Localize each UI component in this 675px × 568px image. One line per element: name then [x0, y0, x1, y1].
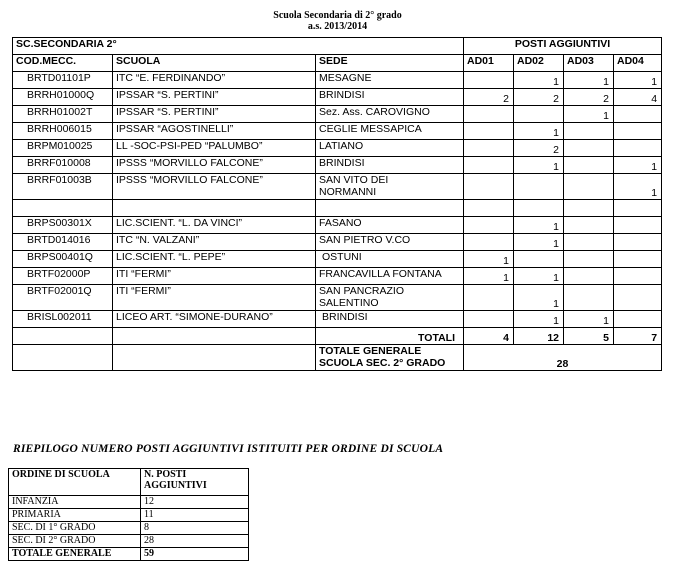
ad01-cell: 1: [464, 251, 514, 268]
ad01-cell: [464, 72, 514, 89]
sede-line-1: SAN PANCRAZIO: [319, 285, 404, 297]
totale-generale-value: 28: [464, 345, 662, 371]
sede-cell: BRINDISI: [316, 89, 464, 106]
ad02-cell: 1: [514, 311, 564, 328]
ad04-cell: [614, 217, 662, 234]
ad02-cell: 1: [514, 72, 564, 89]
ad02-cell: 2: [514, 89, 564, 106]
recap-total-row: [9, 548, 249, 561]
ad02-cell: 1: [514, 157, 564, 174]
sede-line-2: SALENTINO: [319, 297, 379, 309]
sede-cell: Sez. Ass. CAROVIGNO: [316, 106, 464, 123]
posti-aggiuntivi-header: POSTI AGGIUNTIVI: [464, 38, 662, 55]
recap-row: [9, 496, 249, 509]
totale-ad01: 4: [464, 328, 514, 345]
scuola-cell: IPSSAR “S. PERTINI”: [113, 106, 316, 123]
ad02-cell: [514, 200, 564, 217]
recap-ordine: SEC. DI 1° GRADO: [9, 522, 141, 535]
tg-blank-cod: [13, 345, 113, 371]
cod-cell: BRRF010008: [13, 157, 113, 174]
ad03-cell: 1: [564, 106, 614, 123]
ad02-cell: 1: [514, 217, 564, 234]
sede-cell: FASANO: [316, 217, 464, 234]
ad02-cell: 1: [514, 234, 564, 251]
cod-cell: BRPS00401Q: [13, 251, 113, 268]
recap-row: [9, 522, 249, 535]
section-label: SC.SECONDARIA 2°: [13, 38, 464, 55]
ad01-cell: [464, 140, 514, 157]
ad02-cell: 1: [514, 123, 564, 140]
ad04-cell: 1: [614, 157, 662, 174]
col-header-cod: COD.MECC.: [13, 55, 113, 72]
sede-cell: [316, 285, 464, 311]
ad04-cell: [614, 140, 662, 157]
cod-cell: BRTD014016: [13, 234, 113, 251]
cod-cell: BRRF01003B: [13, 174, 113, 200]
ad01-cell: [464, 106, 514, 123]
ad04-cell: [614, 251, 662, 268]
table-row: [13, 268, 662, 285]
sede-cell: [316, 174, 464, 200]
totali-label: TOTALI: [316, 328, 464, 345]
ad03-cell: 1: [564, 72, 614, 89]
table-row: [13, 140, 662, 157]
ad02-cell: 1: [514, 285, 564, 311]
scuola-cell: LICEO ART. “SIMONE-DURANO”: [113, 311, 316, 328]
cod-cell: BRPS00301X: [13, 217, 113, 234]
ad01-cell: [464, 123, 514, 140]
recap-posti: 11: [141, 509, 249, 522]
ad02-cell: [514, 174, 564, 200]
ad01-cell: 2: [464, 89, 514, 106]
ad02-cell: 1: [514, 268, 564, 285]
ad03-cell: [564, 174, 614, 200]
col-header-scuola: SCUOLA: [113, 55, 316, 72]
recap-ordine: PRIMARIA: [9, 509, 141, 522]
table-row: [13, 89, 662, 106]
cod-cell: BRTD01101P: [13, 72, 113, 89]
ad01-cell: [464, 157, 514, 174]
ad03-cell: [564, 234, 614, 251]
ad02-cell: [514, 251, 564, 268]
ad04-cell: [614, 123, 662, 140]
sede-cell: [316, 200, 464, 217]
ad04-cell: [614, 106, 662, 123]
sede-cell: CEGLIE MESSAPICA: [316, 123, 464, 140]
recap-col-ordine: ORDINE DI SCUOLA: [9, 469, 141, 496]
ad03-cell: [564, 157, 614, 174]
recap-posti: 8: [141, 522, 249, 535]
totale-ad03: 5: [564, 328, 614, 345]
totali-blank-cod: [13, 328, 113, 345]
cod-cell: BRTF02001Q: [13, 285, 113, 311]
col-header-ad02: AD02: [514, 55, 564, 72]
recap-col-posti: [141, 469, 249, 496]
ad04-cell: [614, 268, 662, 285]
sede-cell: LATIANO: [316, 140, 464, 157]
scuola-cell: LL -SOC-PSI-PED “PALUMBO”: [113, 140, 316, 157]
totali-blank-scuola: [113, 328, 316, 345]
ad01-cell: [464, 311, 514, 328]
sede-cell: BRINDISI: [316, 157, 464, 174]
scuola-cell: IPSSAR “AGOSTINELLI”: [113, 123, 316, 140]
ad01-cell: [464, 174, 514, 200]
cod-cell: BRRH01002T: [13, 106, 113, 123]
recap-col-posti-1: N. POSTI: [144, 469, 187, 480]
totale-generale-label-1: TOTALE GENERALE: [319, 345, 422, 357]
totale-ad02: 12: [514, 328, 564, 345]
col-header-sede: SEDE: [316, 55, 464, 72]
totale-generale-label: [316, 345, 464, 371]
table-row: [13, 123, 662, 140]
scuola-cell: LIC.SCIENT. “L. DA VINCI”: [113, 217, 316, 234]
table-row: [13, 72, 662, 89]
ad04-cell: [614, 311, 662, 328]
sede-cell: SAN PIETRO V.CO: [316, 234, 464, 251]
ad04-cell: 4: [614, 89, 662, 106]
recap-col-posti-2: AGGIUNTIVI: [144, 480, 207, 491]
col-header-ad03: AD03: [564, 55, 614, 72]
ad03-cell: [564, 200, 614, 217]
ad01-cell: [464, 234, 514, 251]
scuola-cell: IPSSAR “S. PERTINI”: [113, 89, 316, 106]
totali-row: [13, 328, 662, 345]
recap-ordine: SEC. DI 2° GRADO: [9, 535, 141, 548]
recap-table: [8, 468, 249, 561]
cod-cell: [13, 200, 113, 217]
ad01-cell: [464, 217, 514, 234]
ad01-cell: [464, 200, 514, 217]
cod-cell: BRRH01000Q: [13, 89, 113, 106]
sede-cell: OSTUNI: [316, 251, 464, 268]
ad02-cell: 2: [514, 140, 564, 157]
ad04-cell: 1: [614, 174, 662, 200]
table-row: [13, 157, 662, 174]
totale-generale-label-2: SCUOLA SEC. 2° GRADO: [319, 357, 446, 369]
table-row: [13, 311, 662, 328]
recap-posti: 28: [141, 535, 249, 548]
ad03-cell: [564, 251, 614, 268]
table-row: [13, 251, 662, 268]
ad04-cell: [614, 234, 662, 251]
ad04-cell: [614, 200, 662, 217]
totale-ad04: 7: [614, 328, 662, 345]
table-row: [13, 285, 662, 311]
cod-cell: BRTF02000P: [13, 268, 113, 285]
tg-blank-scuola: [113, 345, 316, 371]
sede-line-1: SAN VITO DEI: [319, 174, 389, 186]
posti-aggiuntivi-table: [12, 37, 662, 371]
scuola-cell: ITC “E. FERDINANDO”: [113, 72, 316, 89]
ad03-cell: 2: [564, 89, 614, 106]
recap-ordine: INFANZIA: [9, 496, 141, 509]
recap-row: [9, 509, 249, 522]
table-row: [13, 174, 662, 200]
scuola-cell: IPSSS “MORVILLO FALCONE”: [113, 157, 316, 174]
col-header-ad01: AD01: [464, 55, 514, 72]
recap-total-value: 59: [141, 548, 249, 561]
sede-cell: FRANCAVILLA FONTANA: [316, 268, 464, 285]
ad04-cell: [614, 285, 662, 311]
ad03-cell: [564, 285, 614, 311]
table-row: [13, 234, 662, 251]
scuola-cell: LIC.SCIENT. “L. PEPE”: [113, 251, 316, 268]
recap-title: RIEPILOGO NUMERO POSTI AGGIUNTIVI ISTITUITI PER ORDINE DI SCUOLA: [13, 443, 444, 455]
recap-posti: 12: [141, 496, 249, 509]
cod-cell: BRISL002011: [13, 311, 113, 328]
recap-total-label: TOTALE GENERALE: [9, 548, 141, 561]
ad01-cell: [464, 285, 514, 311]
scuola-cell: ITC “N. VALZANI”: [113, 234, 316, 251]
ad03-cell: 1: [564, 311, 614, 328]
scuola-cell: [113, 200, 316, 217]
sede-cell: MESAGNE: [316, 72, 464, 89]
recap-row: [9, 535, 249, 548]
table-row-empty: [13, 200, 662, 217]
ad03-cell: [564, 123, 614, 140]
totale-generale-row: [13, 345, 662, 371]
table-row: [13, 106, 662, 123]
document-title: Scuola Secondaria di 2° grado: [273, 10, 402, 21]
scuola-cell: ITI “FERMI”: [113, 285, 316, 311]
sede-line-2: NORMANNI: [319, 186, 377, 198]
ad01-cell: 1: [464, 268, 514, 285]
school-year: a.s. 2013/2014: [307, 21, 368, 32]
cod-cell: BRPM010025: [13, 140, 113, 157]
table-row: [13, 217, 662, 234]
ad04-cell: 1: [614, 72, 662, 89]
sede-cell: BRINDISI: [316, 311, 464, 328]
ad03-cell: [564, 217, 614, 234]
ad03-cell: [564, 140, 614, 157]
scuola-cell: ITI “FERMI”: [113, 268, 316, 285]
ad02-cell: [514, 106, 564, 123]
col-header-ad04: AD04: [614, 55, 662, 72]
cod-cell: BRRH006015: [13, 123, 113, 140]
scuola-cell: IPSSS “MORVILLO FALCONE”: [113, 174, 316, 200]
ad03-cell: [564, 268, 614, 285]
